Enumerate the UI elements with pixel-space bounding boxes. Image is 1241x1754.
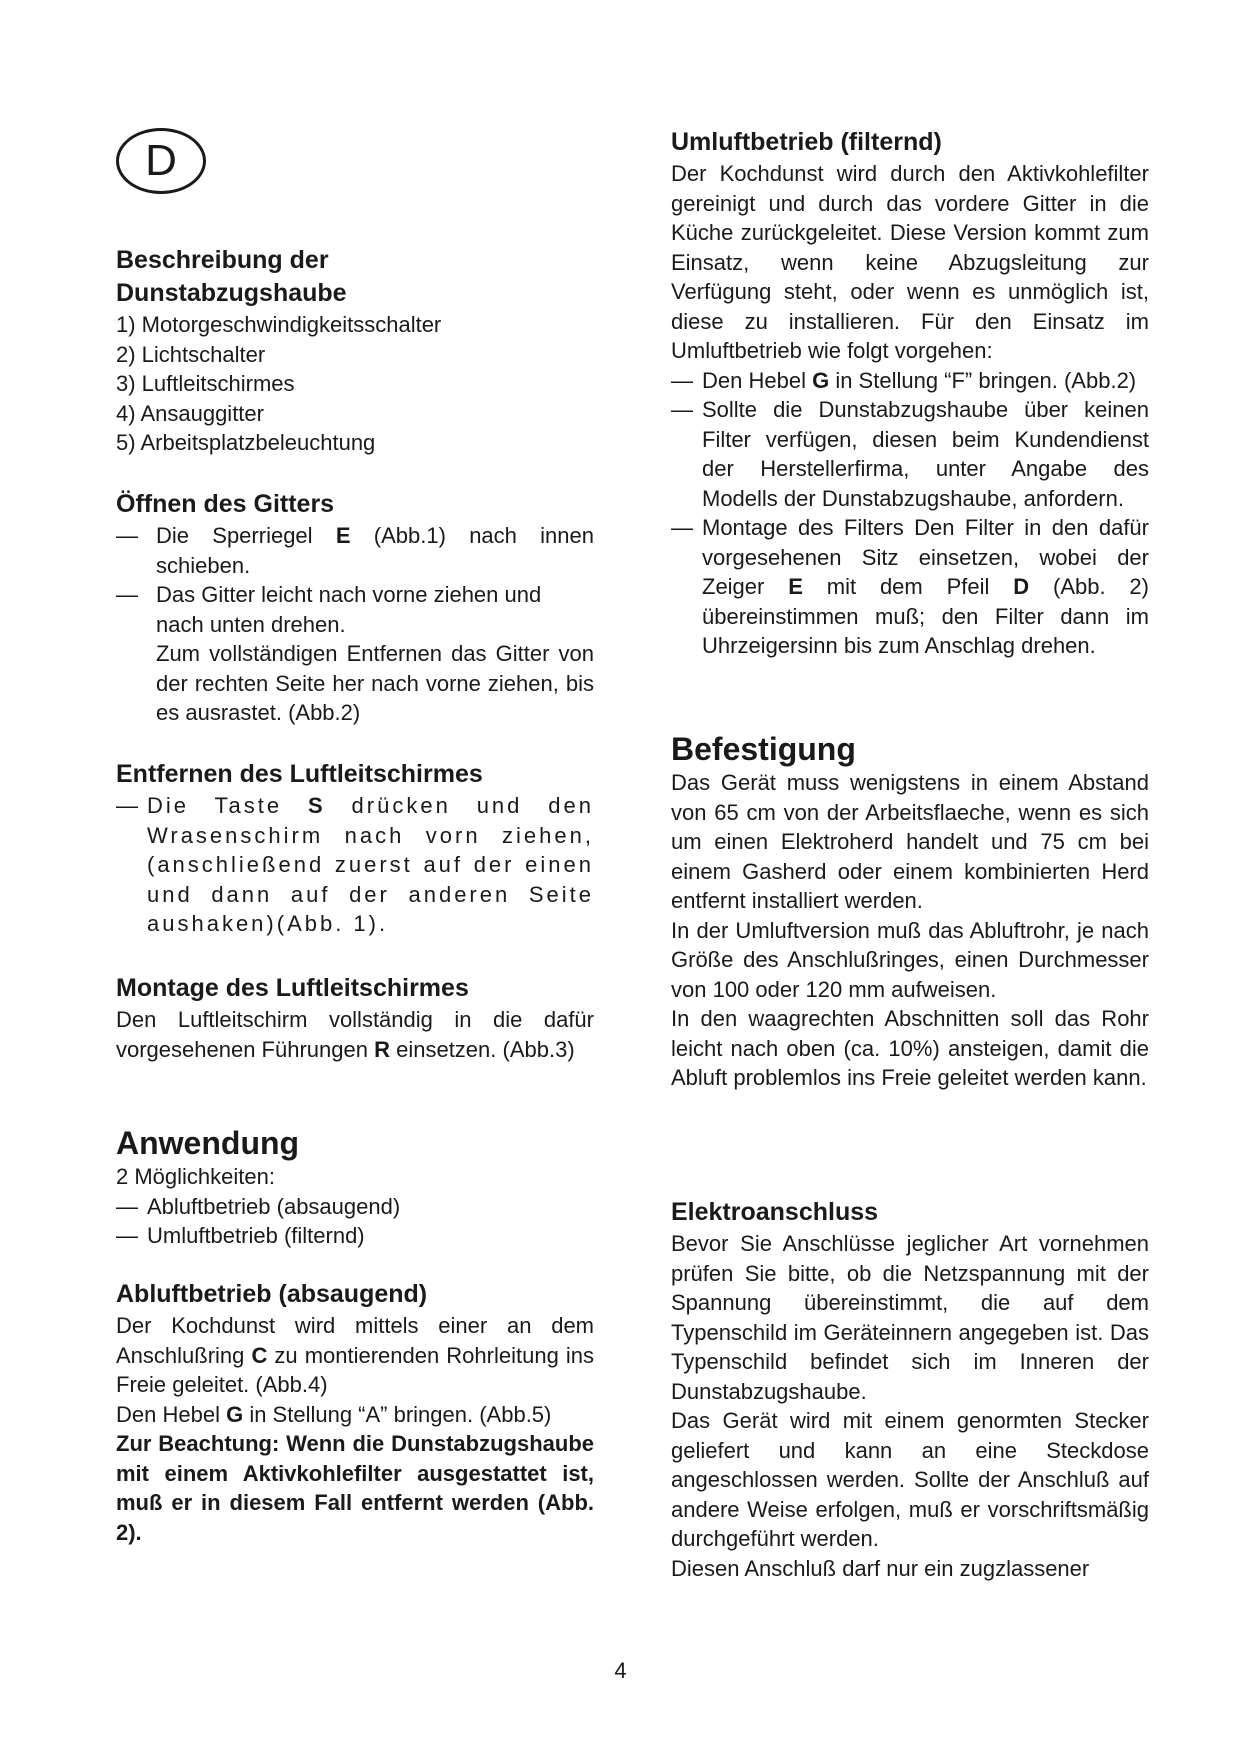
recirc-section bbox=[671, 126, 1149, 661]
usage-title: Anwendung bbox=[116, 1125, 300, 1161]
description-section bbox=[116, 244, 594, 458]
recirc-step-1: — Den Hebel G in Stellung “F” bringen. (Abb.2) bbox=[671, 366, 1149, 396]
usage-intro: 2 Möglichkeiten: bbox=[116, 1164, 275, 1189]
exhaust-title: Abluftbetrieb (absaugend) bbox=[116, 1280, 428, 1308]
befestigung-title: Befestigung bbox=[671, 731, 856, 767]
electrical-section bbox=[671, 1196, 1149, 1583]
page-number: 4 bbox=[614, 1658, 627, 1683]
electrical-paragraph-3: Diesen Anschluß darf nur ein zugzlassener bbox=[671, 1555, 1090, 1581]
opening-note: Zum vollständigen Entfernen das Gitter von der rechten Seite her nach vorne ziehen, bis es ausrastet. (Abb.2) bbox=[156, 641, 594, 725]
usage-section bbox=[116, 1124, 594, 1251]
recirc-step-2: — Sollte die Dunstabzugshaube über keinen Filter verfügen, diesen beim Kundendienst der Herstellerfirma, unter Angabe des Modells der Dunstabzugshaube, anfordern. bbox=[671, 395, 1149, 513]
befestigung-section bbox=[671, 730, 1149, 1093]
exhaust-section bbox=[116, 1278, 594, 1547]
opening-section bbox=[116, 488, 594, 728]
exhaust-paragraph-1: Der Kochdunst wird mittels einer an dem Anschlußring C zu montierenden Rohrleitung ins Freie geleitet. (Abb.4) bbox=[116, 1313, 594, 1397]
opening-title: Öffnen des Gitters bbox=[116, 490, 335, 518]
electrical-title: Elektroanschluss bbox=[671, 1198, 879, 1226]
recirc-title: Umluftbetrieb (filternd) bbox=[671, 128, 942, 156]
removing-title: Entfernen des Luftleitschirmes bbox=[116, 760, 483, 788]
removing-text: — Die Taste S drücken und den Wrasenschirm nach vorn ziehen, (anschließend zuerst auf der einen und dann auf der anderen Seite aushaken)(Abb. 1). bbox=[116, 791, 594, 939]
list-item: 1) Motorgeschwindigkeitsschalter bbox=[116, 312, 442, 337]
opening-step-2: — Das Gitter leicht nach vorne ziehen und nach unten drehen. bbox=[116, 580, 594, 639]
befestigung-paragraph-3: In den waagrechten Abschnitten soll das Rohr leicht nach oben (ca. 10%) ansteigen, damit die Abluft problemlos ins Freie geleitet werden kann. bbox=[671, 1006, 1149, 1090]
list-item: 4) Ansauggitter bbox=[116, 400, 264, 426]
exhaust-note: Zur Beachtung: Wenn die Dunstabzugshaube mit einem Aktivkohlefilter ausgestattet ist, muß er in diesem Fall entfernt werden (Abb. 2). bbox=[116, 1431, 594, 1545]
befestigung-paragraph-1: Das Gerät muss wenigstens in einem Abstand von 65 cm von der Arbeitsflaeche, wenn es sich um einen Elektroherd handelt und 75 cm bei einem Gasherd oder einem kombinierten Herd entfernt installiert werden. bbox=[671, 770, 1149, 913]
recirc-intro: Der Kochdunst wird durch den Aktivkohlefilter gereinigt und durch das vordere Gitter in die Küche zurückgeleitet. Diese Version kommt zum Einsatz, wenn keine Abzugsleitung zur Verfügung steht, oder wenn es unmöglich ist, diese zu installieren. Für den Einsatz im Umluftbetrieb wie folgt vorgehen: bbox=[671, 161, 1149, 363]
list-item: 5) Arbeitsplatzbeleuchtung bbox=[116, 430, 376, 455]
electrical-paragraph-2: Das Gerät wird mit einem genormten Stecker geliefert und kann an eine Steckdose angeschlossen werden. Sollte der Anschluß auf andere Weise erfolgen, muß er vorschriftsmäßig durchgeführt werden. bbox=[671, 1408, 1149, 1551]
usage-option-1: — Abluftbetrieb (absaugend) bbox=[116, 1192, 594, 1222]
exhaust-paragraph-2: Den Hebel G in Stellung “A” bringen. (Abb.5) bbox=[116, 1401, 552, 1427]
list-item: 3) Luftleitschirmes bbox=[116, 371, 295, 396]
mounting-text: Den Luftleitschirm vollständig in die dafür vorgesehenen Führungen R einsetzen. (Abb.3) bbox=[116, 1007, 594, 1062]
recirc-step-3: — Montage des Filters Den Filter in den dafür vorgesehenen Sitz einsetzen, wobei der Zeiger E mit dem Pfeil D (Abb. 2) übereinstimmen muß; den Filter dann im Uhrzeigersinn bis zum Anschlag drehen. bbox=[671, 513, 1149, 661]
usage-option-2: — Umluftbetrieb (filternd) bbox=[116, 1221, 594, 1251]
removing-section bbox=[116, 758, 594, 939]
description-title: Beschreibung der Dunstabzugshaube bbox=[116, 246, 347, 307]
mounting-section bbox=[116, 972, 594, 1064]
opening-step-1: — Die Sperriegel E (Abb.1) nach innen schieben. bbox=[116, 521, 594, 580]
befestigung-paragraph-2: In der Umluftversion muß das Abluftrohr, je nach Größe des Anschlußringes, einen Durchmesser von 100 oder 120 mm aufweisen. bbox=[671, 917, 1149, 1002]
mounting-title: Montage des Luftleitschirmes bbox=[116, 974, 469, 1002]
list-item: 2) Lichtschalter bbox=[116, 341, 266, 367]
electrical-paragraph-1: Bevor Sie Anschlüsse jeglicher Art vornehmen prüfen Sie bitte, ob die Netzspannung mit der Spannung übereinstimmt, die auf dem Typenschild im Geräteinnern angegeben ist. Das Typenschild befindet sich im Inneren der Dunstabzugshaube. bbox=[671, 1231, 1149, 1404]
language-badge: D bbox=[116, 128, 206, 194]
